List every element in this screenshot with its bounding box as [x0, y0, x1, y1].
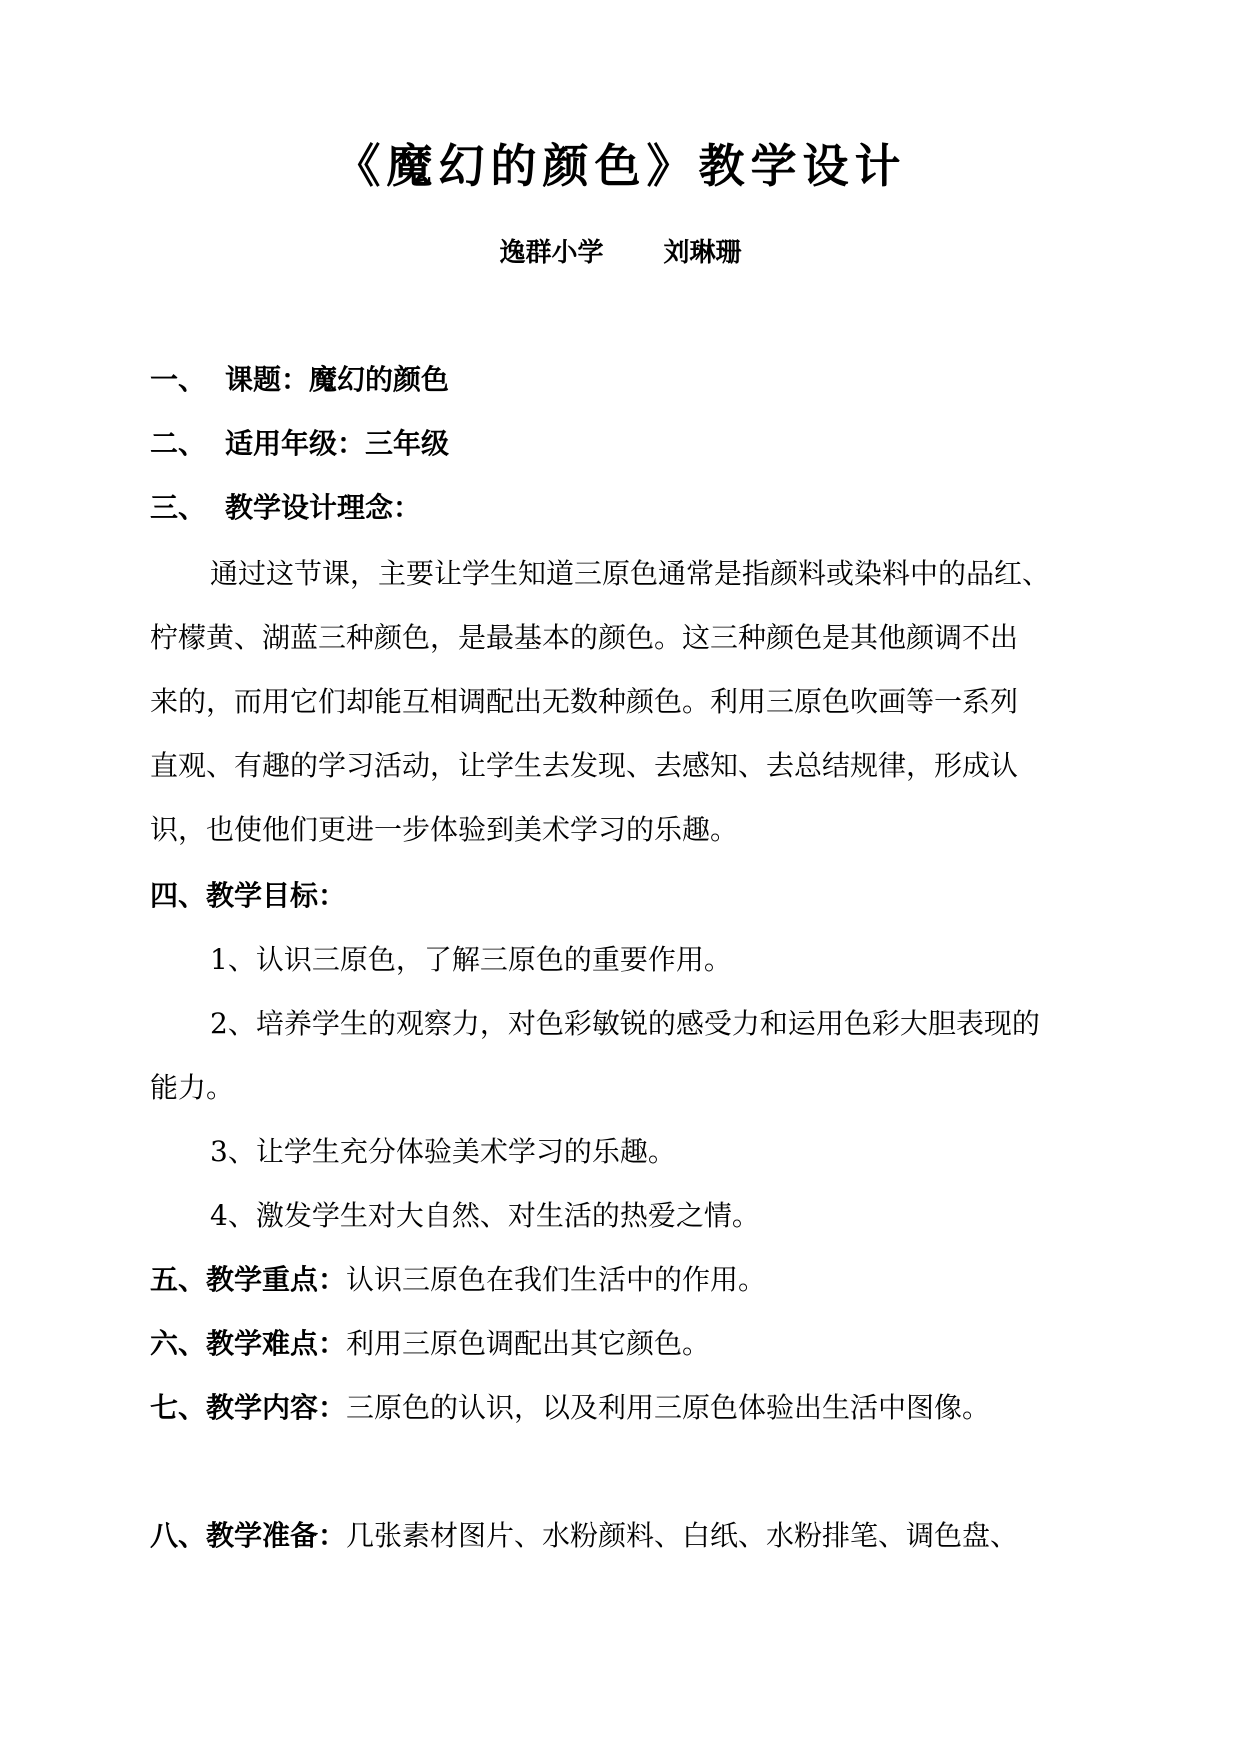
section-2-number: 二、 [150, 427, 207, 460]
document-title: 《魔幻的颜色》教学设计 [334, 139, 907, 193]
author-school: 逸群小学 [499, 238, 604, 268]
section-6-label: 六、教学难点： [150, 1327, 347, 1360]
section-6-text: 利用三原色调配出其它颜色。 [346, 1327, 711, 1360]
section-1-label: 课题：魔幻的颜色 [225, 363, 450, 396]
section-5 [150, 1258, 766, 1298]
section-3 [150, 486, 421, 526]
goal-line: 1、认识三原色，了解三原色的重要作用。 [210, 943, 732, 976]
section-4-label: 四、教学目标： [150, 879, 347, 912]
author-name: 刘琳珊 [663, 238, 742, 268]
goal-line: 4、激发学生对大自然、对生活的热爱之情。 [210, 1199, 760, 1232]
goal-line: 2、培养学生的观察力，对色彩敏锐的感受力和运用色彩大胆表现的 [210, 1007, 1040, 1040]
section-1 [150, 358, 449, 398]
concept-line: 直观、有趣的学习活动，让学生去发现、去感知、去总结规律，形成认 [150, 749, 1019, 782]
concept-line: 柠檬黄、湖蓝三种颜色，是最基本的颜色。这三种颜色是其他颜调不出 [150, 621, 1019, 654]
author-line [0, 232, 1241, 269]
section-2-label: 适用年级：三年级 [225, 427, 450, 460]
section-7-label: 七、教学内容： [150, 1391, 347, 1424]
goal-line: 3、让学生充分体验美术学习的乐趣。 [210, 1135, 676, 1168]
section-5-label: 五、教学重点： [150, 1263, 347, 1296]
section-8 [150, 1514, 1018, 1554]
section-5-text: 认识三原色在我们生活中的作用。 [346, 1263, 767, 1296]
section-3-number: 三、 [150, 491, 207, 524]
section-8-text: 几张素材图片、水粉颜料、白纸、水粉排笔、调色盘、 [346, 1519, 1019, 1552]
section-1-number: 一、 [150, 363, 207, 396]
section-8-label: 八、教学准备： [150, 1519, 347, 1552]
section-6 [150, 1322, 710, 1362]
concept-line: 来的，而用它们却能互相调配出无数种颜色。利用三原色吹画等一系列 [150, 685, 1019, 718]
goal-line: 能力。 [150, 1071, 235, 1104]
section-7 [150, 1386, 990, 1426]
concept-line: 通过这节课，主要让学生知道三原色通常是指颜料或染料中的品红、 [210, 557, 1051, 590]
concept-line: 识，也使他们更进一步体验到美术学习的乐趣。 [150, 813, 739, 846]
section-7-text: 三原色的认识，以及利用三原色体验出生活中图像。 [346, 1391, 991, 1424]
section-2 [150, 422, 449, 462]
section-3-label: 教学设计理念： [225, 491, 422, 524]
